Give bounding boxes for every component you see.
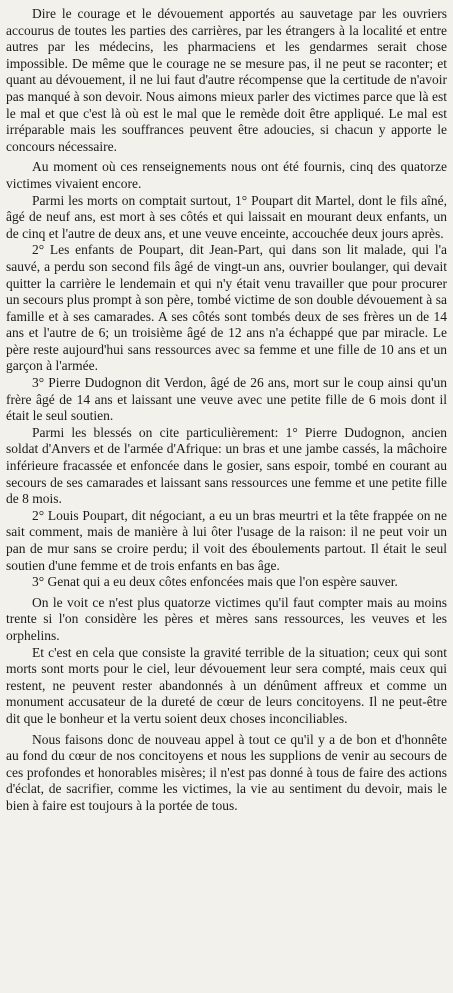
paragraph-injured-louis-poupart: 2° Louis Poupart, dit négociant, a eu un bras meurtri et la tête frappée on ne sait comment, mais de manière à lui ôter l'usage de la raison: il ne peut voir un pan de mur sans se croire perdu; il voit des éboulements partout. Il était le seul soutien d'une femme et de trois enfants en bas âge.: [6, 507, 447, 573]
paragraph-survivors-count: Au moment où ces renseignements nous ont été fournis, cinq des quatorze victimes vivaient encore.: [6, 159, 447, 191]
paragraph-dead-poupart-martel: Parmi les morts on comptait surtout, 1° Poupart dit Martel, dont le fils aîné, âgé de neuf ans, est mort à ses côtés et qui laissait en mourant deux enfants, un de cinq et l'autre de deux ans, et une veuve enceinte, accouchée deux jours après.: [6, 192, 447, 241]
paragraph-dead-dudognon-verdon: 3° Pierre Dudognon dit Verdon, âgé de 26 ans, mort sur le coup ainsi qu'un frère âgé de 14 ans et laissant une veuve avec une petite fille de 6 mois dont il était le seul soutien.: [6, 375, 447, 424]
paragraph-rescue-courage: Dire le courage et le dévouement apportés au sauvetage par les ouvriers accourus de toutes les parties des carrières, par les étrangers à la localité et entre autres par les médecins, les pharmaciens et les gendarmes serait chose impossible. De même que le courage ne se mesure pas, il ne peut se raconter; et quant au dévouement, il ne lui faut d'autre récompense que la certitude de n'avoir pas manqué à son devoir. Nous aimons mieux parler des victimes parce que là est le mal et que c'est là où est le mal que le remède doit être appliqué. Le mal est irréparable mais les souffrances peuvent être adoucies, si chacun y apporte le concours nécessaire.: [6, 6, 447, 154]
paragraph-injured-genat: 3° Genat qui a eu deux côtes enfoncées mais que l'on espère sauver.: [32, 574, 398, 590]
paragraph-thirty-victims: On le voit ce n'est plus quatorze victimes qu'il faut compter mais au moins trente si l'on considère les pères et mères sans ressources, les veuves et les orphelins.: [6, 594, 447, 643]
paragraph-appeal: Nous faisons donc de nouveau appel à tout ce qu'il y a de bon et d'honnête au fond du cœur de nos concitoyens et nous les supplions de venir au secours de ces profondes et honorables misères; il n'est pas donné à tous de faire des actions d'éclat, de sacrifier, comme les victimes, la vie au sentiment du devoir, mais le bien à faire est toujours à la portée de tous.: [6, 731, 447, 813]
paragraph-injured-pierre-dudognon: Parmi les blessés on cite particulièrement: 1° Pierre Dudognon, ancien soldat d'Anvers et de l'armée d'Afrique: un bras et une jambe cassés, la mâchoire inférieure fracassée et enfoncée dans le gosier, sans espoir, tombé en courant au secours de ses camarades et laissant sans ressources une femme et une petite fille de 8 mois.: [6, 424, 447, 507]
paragraph-dead-poupart-jean-part: 2° Les enfants de Poupart, dit Jean-Part, qui dans son lit malade, qui l'a sauvé, a perdu son second fils âgé de vingt-un ans, ouvrier boulanger, qui devait quitter la carrière le lendemain et qui n'y était venu travailler que pour procurer un secours plus prompt à son père, tombé victime de son double dévouement à sa famille et à ses camarades. A ses côtés sont tombés deux de ses frères un de 14 ans et l'autre de 6; un troisième âgé de 12 ans n'a échappé que par miracle. Le père reste aujourd'hui sans ressources avec sa femme et une fille de 10 ans et un garçon à l'armée.: [6, 242, 447, 374]
paragraph-gravity-situation: Et c'est en cela que consiste la gravité terrible de la situation; ceux qui sont morts sont morts pour le ciel, leur dévouement leur sera compté, mais ceux qui restent, ne peuvent rester abandonnés à un dénûment affreux et comme un monument accusateur de la dureté de cœur de leurs concitoyens. Il ne peut-être dit que le bonheur et la vertu soient deux choses inconciliables.: [6, 644, 447, 726]
